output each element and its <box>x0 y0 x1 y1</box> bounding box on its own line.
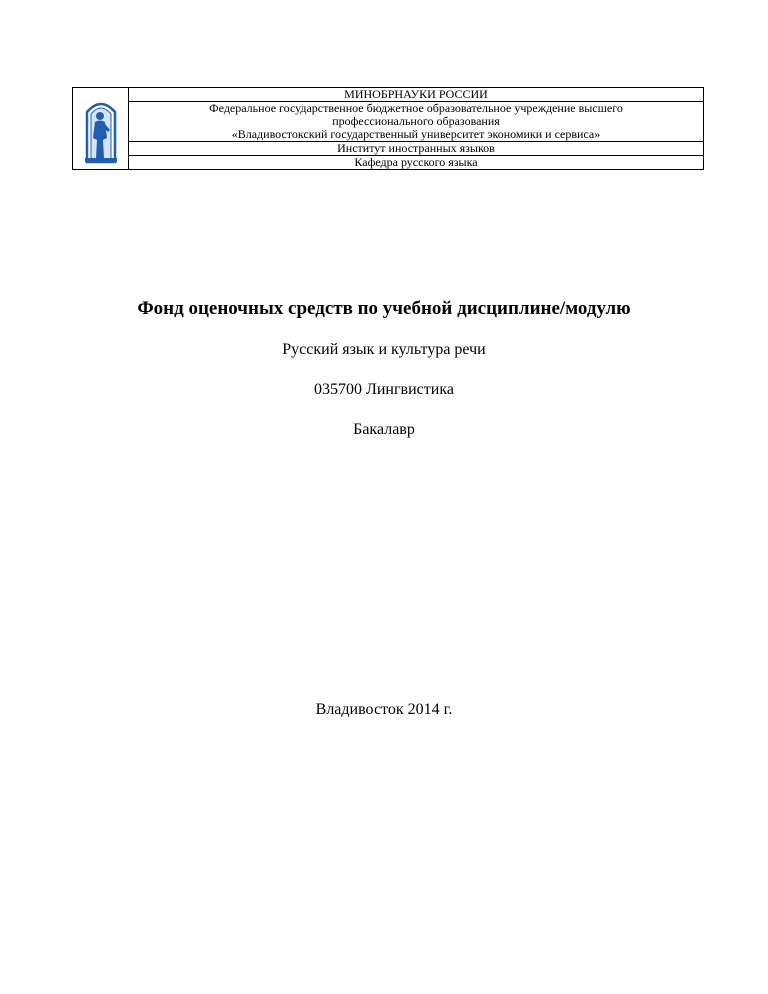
institution-name-line-3: «Владивостокский государственный университет экономики и сервиса» <box>231 127 601 141</box>
document-title: Фонд оценочных средств по учебной дисциплине/модулю <box>137 298 631 319</box>
department-name: Кафедра русского языка <box>354 155 478 169</box>
discipline-name: Русский язык и культура речи <box>282 341 486 358</box>
logo-cell <box>73 88 129 170</box>
ministry-cell <box>129 88 704 102</box>
institute-name: Институт иностранных языков <box>337 141 495 155</box>
degree-level: Бакалавр <box>353 421 415 438</box>
institute-cell <box>129 142 704 156</box>
institution-name-line-2: профессионального образования <box>332 114 500 128</box>
specialty-name: 035700 Лингвистика <box>314 381 454 398</box>
ministry-name: МИНОБРНАУКИ РОССИИ <box>344 87 488 101</box>
city-year: Владивосток 2014 г. <box>315 701 453 718</box>
header-table <box>72 87 704 170</box>
institution-name-line-1: Федеральное государственное бюджетное образовательное учреждение высшего <box>209 101 623 115</box>
institution-cell <box>129 102 704 142</box>
department-cell <box>129 156 704 170</box>
university-emblem-icon <box>83 94 119 164</box>
